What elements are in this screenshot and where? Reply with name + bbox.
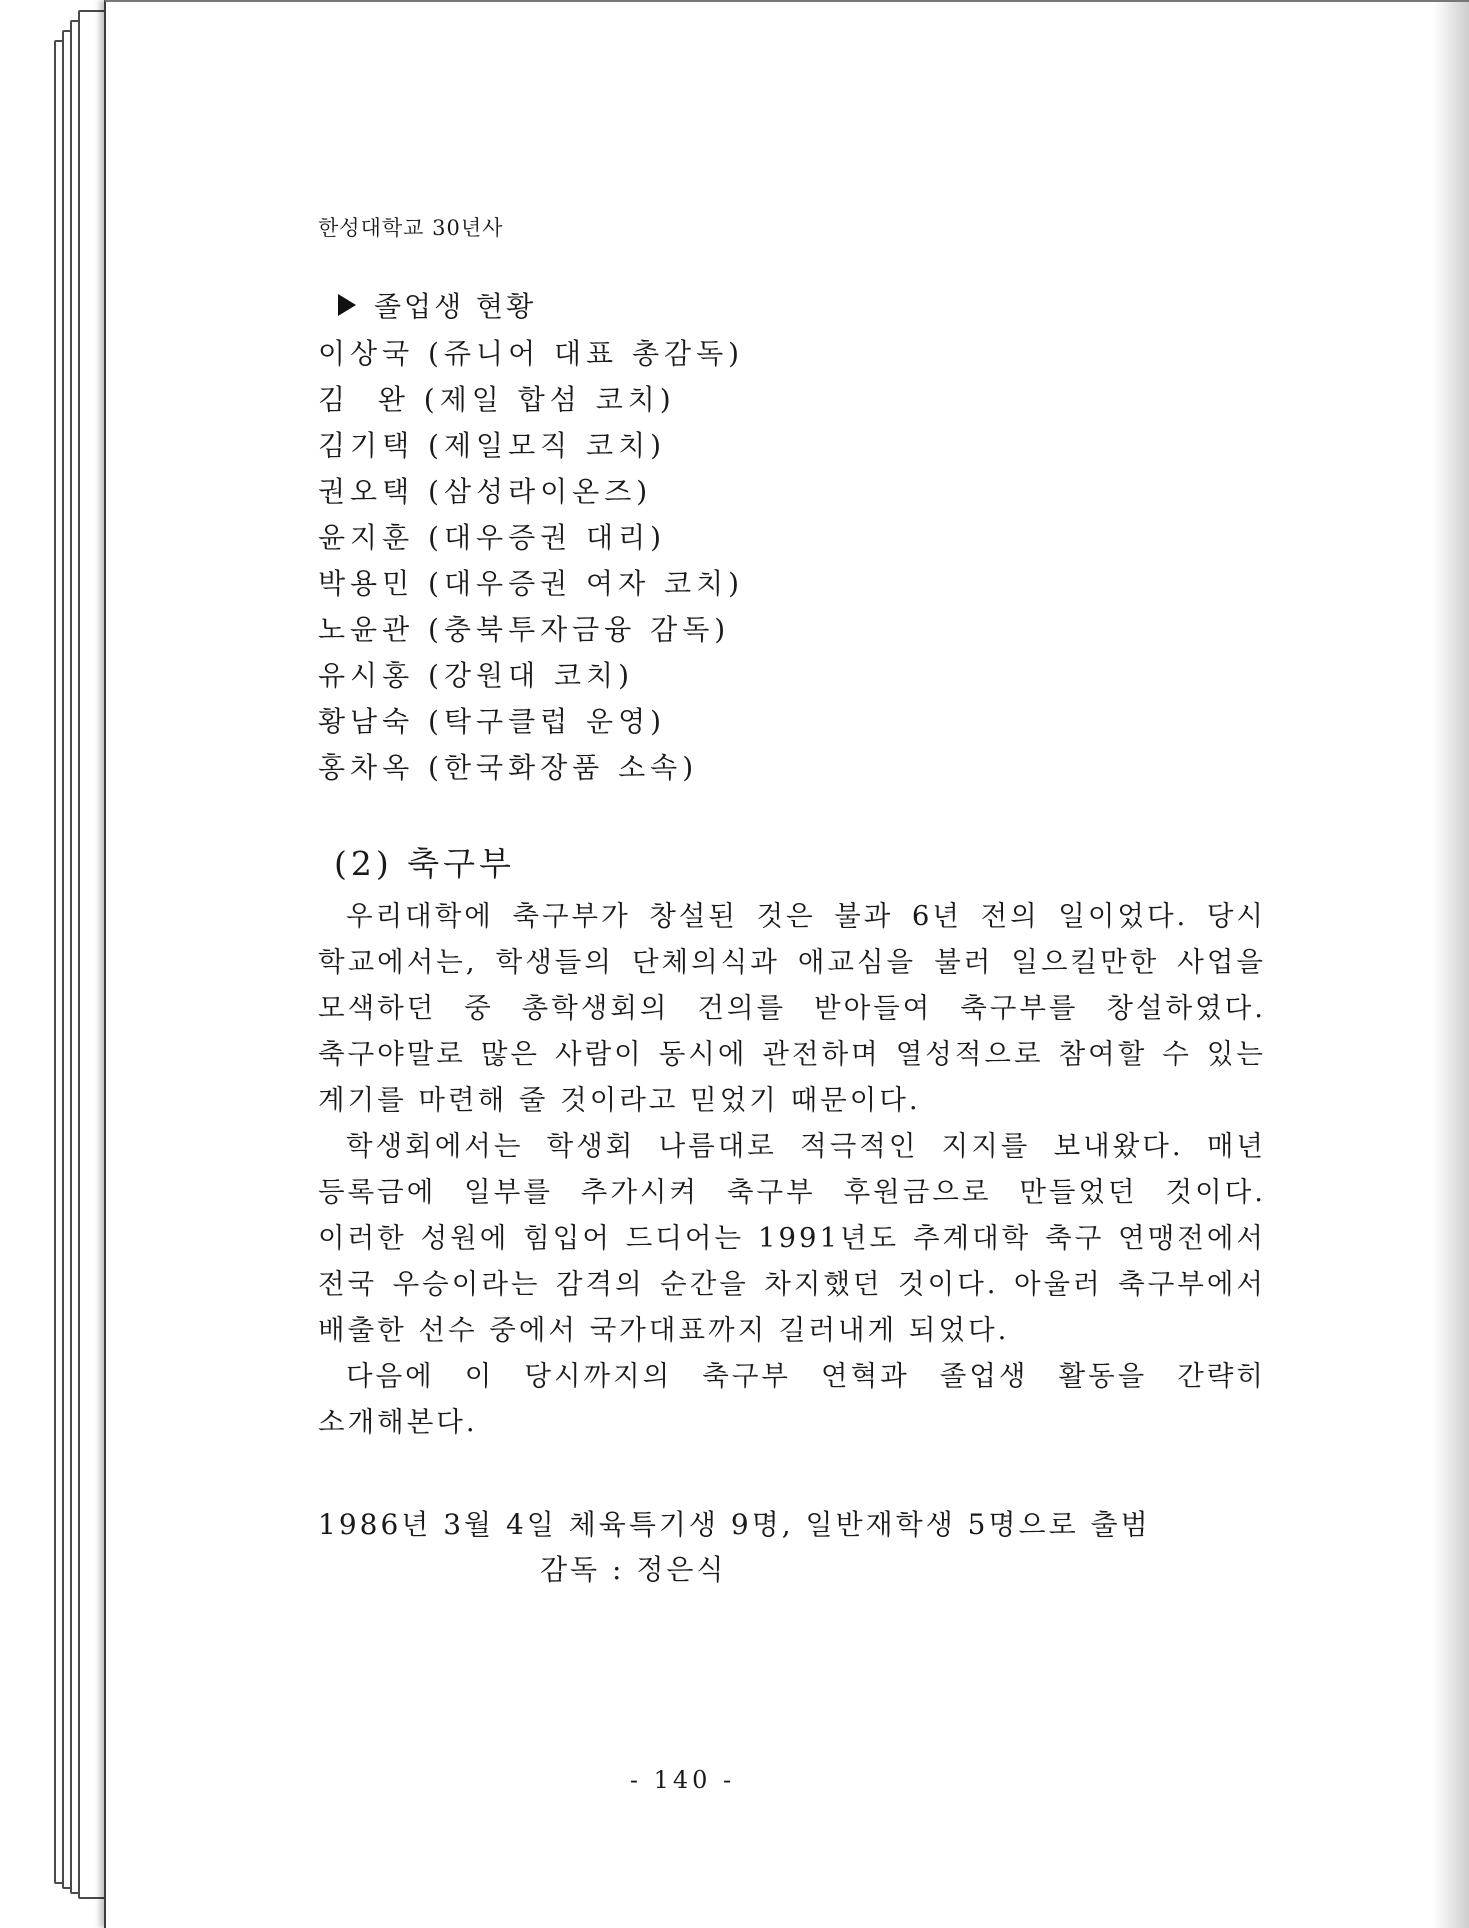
list-item: 김기택 (제일모직 코치) [318, 429, 667, 462]
list-item: 김 완 (제일 합섬 코치) [318, 383, 676, 416]
section-body [318, 893, 1266, 1445]
list-item: 황남숙 (탁구클럽 운영) [318, 705, 667, 738]
history-coach: 감독 : 정은식 [540, 1553, 727, 1586]
body-paragraph: 우리대학에 축구부가 창설된 것은 불과 6년 전의 일이었다. 당시 학교에서는, 학생들의 단체의식과 애교심을 불러 일으킬만한 사업을 모색하던 중 총학생회의 건의를 받아들여 축구부를 창설하였다. 축구야말로 많은 사람이 동시에 관전하며 열성적으로 참여할 수 있는 계기를 마련해 줄 것이라고 믿었기 때문이다. [318, 900, 1266, 1116]
list-item: 윤지훈 (대우증권 대리) [318, 521, 667, 554]
page-number: - 140 - [629, 1766, 736, 1794]
list-item: 유시홍 (강원대 코치) [318, 659, 635, 692]
body-paragraph: 학생회에서는 학생회 나름대로 적극적인 지지를 보내왔다. 매년 등록금에 일부를 추가시켜 축구부 후원금으로 만들었던 것이다. 이러한 성원에 힘입어 드디어는 1991년도 추계대학 축구 연맹전에서 전국 우승이라는 감격의 순간을 차지했던 것이다. 아울러 축구부에서 배출한 선수 중에서 국가대표까지 길러내게 되었다. [318, 1130, 1266, 1346]
graduates-heading [338, 285, 536, 325]
list-item: 노윤관 (충북투자금융 감독) [318, 613, 731, 646]
section-title: (2) 축구부 [334, 844, 515, 883]
list-item: 홍차옥 (한국화장품 소속) [318, 751, 699, 784]
triangle-bullet-icon [338, 294, 356, 316]
graduates-list [318, 331, 1268, 791]
history-entry: 1986년 3월 4일 체육특기생 9명, 일반재학생 5명으로 출범 [318, 1508, 1151, 1541]
graduates-heading-text: 졸업생 현황 [374, 290, 537, 323]
list-item: 권오택 (삼성라이온즈) [318, 475, 653, 508]
list-item: 박용민 (대우증권 여자 코치) [318, 567, 745, 600]
list-item: 이상국 (쥬니어 대표 총감독) [318, 337, 745, 370]
page-curl-shading [1433, 2, 1469, 1928]
body-paragraph: 다음에 이 당시까지의 축구부 연혁과 졸업생 활동을 간략히 소개해본다. [318, 1360, 1266, 1438]
running-header: 한성대학교 30년사 [318, 216, 504, 240]
